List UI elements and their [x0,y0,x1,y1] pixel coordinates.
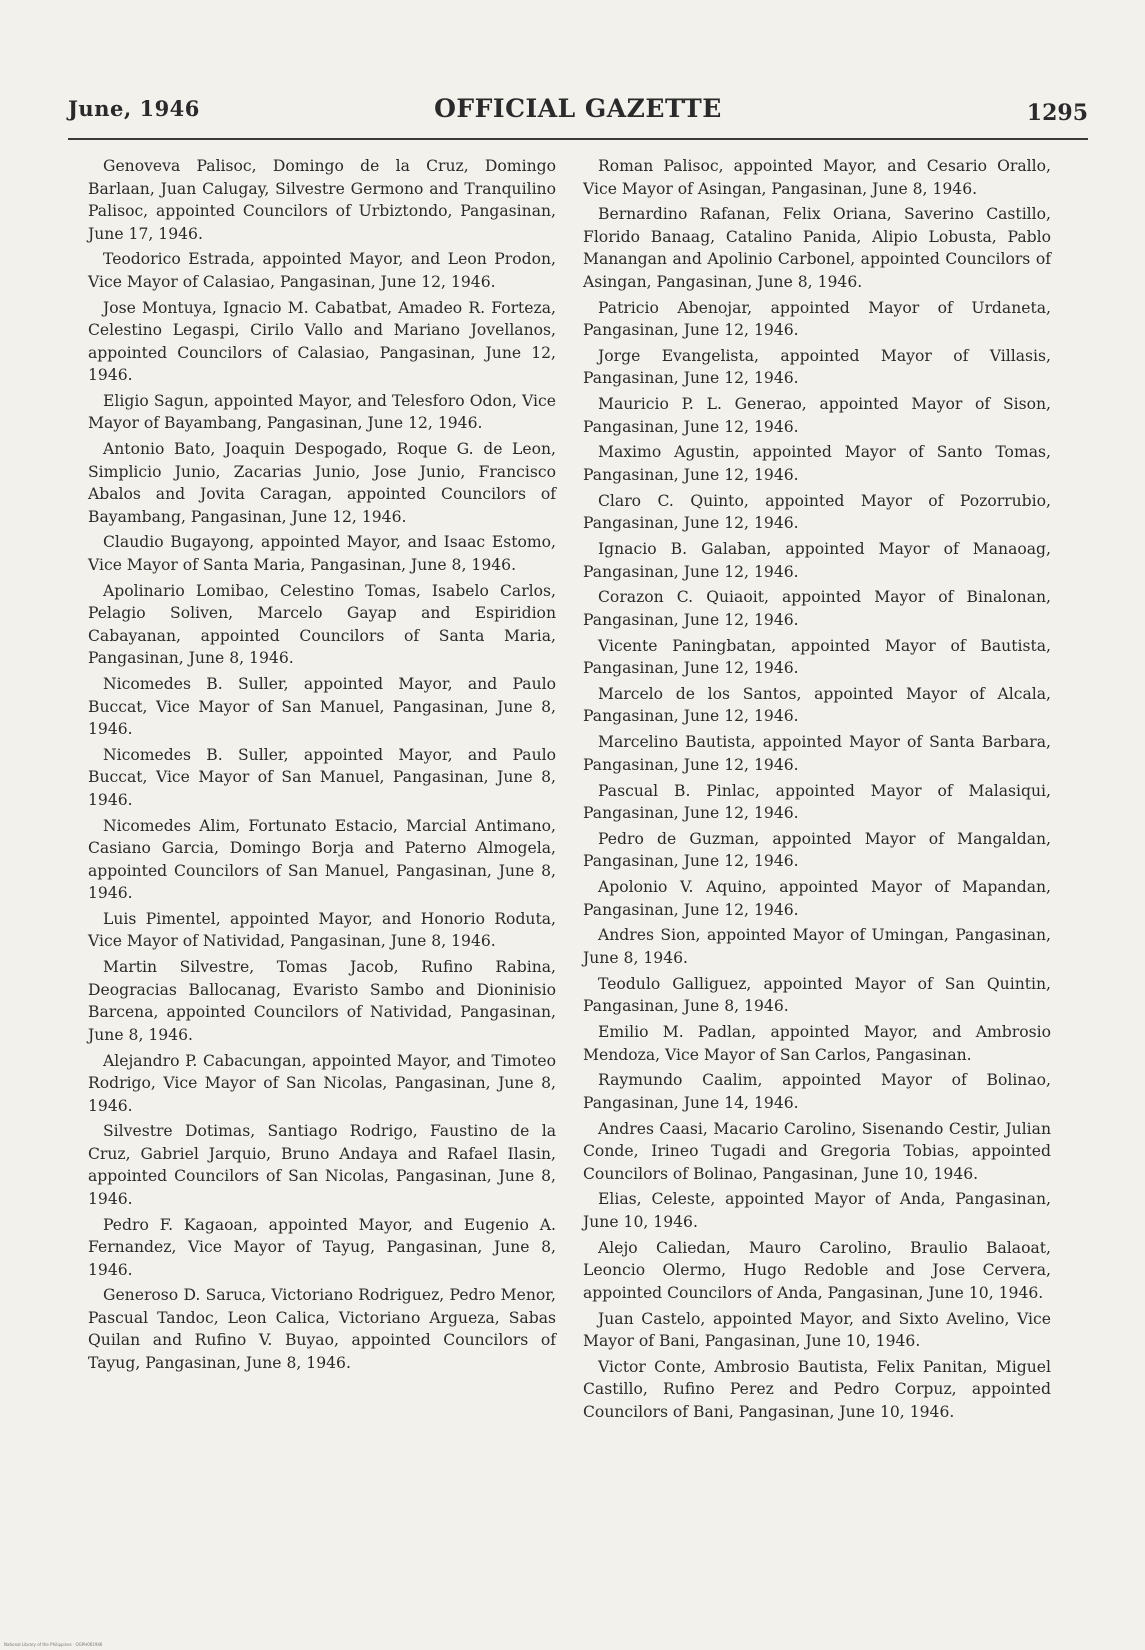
appointment-entry: Andres Caasi, Macario Carolino, Sisenando Cestir, Julian Conde, Irineo Tugadi and Gregoria Tobias, appointed Councilors of Bolinao, Pangasinan, June 10, 1946. [583,1119,1051,1183]
appointment-entry: Emilio M. Padlan, appointed Mayor, and Ambrosio Mendoza, Vice Mayor of San Carlos, Pangasinan. [583,1023,1051,1064]
appointment-entry: Nicomedes B. Suller, appointed Mayor, and Paulo Buccat, Vice Mayor of San Manuel, Pangasinan, June 8, 1946. [88,675,556,739]
appointment-entry: Nicomedes B. Suller, appointed Mayor, and Paulo Buccat, Vice Mayor of San Manuel, Pangasinan, June 8, 1946. [88,745,556,809]
issue-date: June, 1946 [68,96,200,121]
appointment-entry: Jose Montuya, Ignacio M. Cabatbat, Amadeo R. Forteza, Celestino Legaspi, Cirilo Vallo and Mariano Jovellanos, appointed Councilors of Calasiao, Pangasinan, June 12, 1946. [88,298,556,385]
appointment-entry: Teodulo Galliguez, appointed Mayor of San Quintin, Pangasinan, June 8, 1946. [583,974,1051,1016]
appointment-entry: Roman Palisoc, appointed Mayor, and Cesario Orallo, Vice Mayor of Asingan, Pangasinan, June 8, 1946. [583,157,1051,198]
appointment-entry: Apolinario Lomibao, Celestino Tomas, Isabelo Carlos, Pelagio Soliven, Marcelo Gayap and Espiridion Cabayanan, appointed Councilors of Santa Maria, Pangasinan, June 8, 1946. [88,581,556,668]
appointment-entry: Teodorico Estrada, appointed Mayor, and Leon Prodon, Vice Mayor of Calasiao, Pangasinan, June 12, 1946. [88,250,556,291]
appointment-entry: Claro C. Quinto, appointed Mayor of Pozorrubio, Pangasinan, June 12, 1946. [583,491,1051,533]
appointment-entry: Maximo Agustin, appointed Mayor of Santo Tomas, Pangasinan, June 12, 1946. [583,443,1051,484]
appointment-entry: Claudio Bugayong, appointed Mayor, and Isaac Estomo, Vice Mayor of Santa Maria, Pangasinan, June 8, 1946. [88,533,556,574]
publication-title: OFFICIAL GAZETTE [434,94,722,123]
appointment-entry: Elias, Celeste, appointed Mayor of Anda, Pangasinan, June 10, 1946. [583,1190,1051,1231]
appointment-entry: Corazon C. Quiaoit, appointed Mayor of Binalonan, Pangasinan, June 12, 1946. [583,588,1051,629]
appointment-entry: Antonio Bato, Joaquin Despogado, Roque G. de Leon, Simplicio Junio, Zacarias Junio, Jose Junio, Francisco Abalos and Jovita Caragan, appointed Councilors of Bayambang, Pangasinan, June 12, 1946. [88,440,556,526]
appointment-entry: Luis Pimentel, appointed Mayor, and Honorio Roduta, Vice Mayor of Natividad, Pangasinan, June 8, 1946. [88,909,556,951]
appointment-entry: Bernardino Rafanan, Felix Oriana, Saverino Castillo, Florido Banaag, Catalino Panida, Alipio Lobusta, Pablo Manangan and Apolinio Carbonel, appointed Councilors of Asingan, Pangasinan, June 8, 1946. [583,205,1051,291]
appointment-entry: Silvestre Dotimas, Santiago Rodrigo, Faustino de la Cruz, Gabriel Jarquio, Bruno Andaya and Rafael Ilasin, appointed Councilors of San Nicolas, Pangasinan, June 8, 1946. [88,1122,556,1208]
appointment-entry: Pedro F. Kagaoan, appointed Mayor, and Eugenio A. Fernandez, Vice Mayor of Tayug, Pangasinan, June 8, 1946. [88,1215,556,1279]
appointment-entry: Patricio Abenojar, appointed Mayor of Urdaneta, Pangasinan, June 12, 1946. [583,298,1051,340]
appointment-entry: Martin Silvestre, Tomas Jacob, Rufino Rabina, Deogracias Ballocanag, Evaristo Sambo and Dioninisio Barcena, appointed Councilors of Natividad, Pangasinan, June 8, 1946. [88,958,556,1044]
appointment-entry: Eligio Sagun, appointed Mayor, and Telesforo Odon, Vice Mayor of Bayambang, Pangasinan, June 12, 1946. [88,391,556,433]
appointment-entry: Juan Castelo, appointed Mayor, and Sixto Avelino, Vice Mayor of Bani, Pangasinan, June 10, 1946. [583,1309,1051,1351]
right-column [583,155,1051,1427]
appointment-entry: Raymundo Caalim, appointed Mayor of Bolinao, Pangasinan, June 14, 1946. [583,1071,1051,1112]
header-rule [68,138,1088,140]
appointment-entry: Generoso D. Saruca, Victoriano Rodriguez, Pedro Menor, Pascual Tandoc, Leon Calica, Victoriano Argueza, Sabas Quilan and Rufino V. Buyao, appointed Councilors of Tayug, Pangasinan, June 8, 1946. [88,1286,556,1372]
appointment-entry: Alejo Caliedan, Mauro Carolino, Braulio Balaoat, Leoncio Olermo, Hugo Redoble and Jose Cervera, appointed Councilors of Anda, Pangasinan, June 10, 1946. [583,1238,1051,1302]
appointment-entry: Mauricio P. L. Generao, appointed Mayor of Sison, Pangasinan, June 12, 1946. [583,395,1051,436]
appointment-entry: Genoveva Palisoc, Domingo de la Cruz, Domingo Barlaan, Juan Calugay, Silvestre Germono and Tranquilino Palisoc, appointed Councilors of Urbiztondo, Pangasinan, June 17, 1946. [88,157,556,243]
appointment-entry: Jorge Evangelista, appointed Mayor of Villasis, Pangasinan, June 12, 1946. [583,346,1051,388]
appointment-entry: Ignacio B. Galaban, appointed Mayor of Manaoag, Pangasinan, June 12, 1946. [583,540,1051,581]
appointment-entry: Apolonio V. Aquino, appointed Mayor of Mapandan, Pangasinan, June 12, 1946. [583,878,1051,919]
page-number: 1295 [1026,100,1088,126]
appointment-entry: Andres Sion, appointed Mayor of Umingan, Pangasinan, June 8, 1946. [583,926,1051,967]
page-header [68,92,1088,132]
appointment-entry: Alejandro P. Cabacungan, appointed Mayor, and Timoteo Rodrigo, Vice Mayor of San Nicolas, Pangasinan, June 8, 1946. [88,1051,556,1115]
appointment-entry: Marcelo de los Santos, appointed Mayor of Alcala, Pangasinan, June 12, 1946. [583,684,1051,726]
source-footer: National Library of the Philippines · OGPH061946 [4,1642,103,1647]
appointment-entry: Nicomedes Alim, Fortunato Estacio, Marcial Antimano, Casiano Garcia, Domingo Borja and Paterno Almogela, appointed Councilors of San Manuel, Pangasinan, June 8, 1946. [88,816,556,903]
appointment-entry: Vicente Paningbatan, appointed Mayor of Bautista, Pangasinan, June 12, 1946. [583,636,1051,678]
appointment-entry: Pascual B. Pinlac, appointed Mayor of Malasiqui, Pangasinan, June 12, 1946. [583,781,1051,823]
left-column [88,155,556,1378]
appointment-entry: Pedro de Guzman, appointed Mayor of Mangaldan, Pangasinan, June 12, 1946. [583,829,1051,871]
appointment-entry: Victor Conte, Ambrosio Bautista, Felix Panitan, Miguel Castillo, Rufino Perez and Pedro Corpuz, appointed Councilors of Bani, Pangasinan, June 10, 1946. [583,1357,1051,1421]
appointment-entry: Marcelino Bautista, appointed Mayor of Santa Barbara, Pangasinan, June 12, 1946. [583,733,1051,774]
